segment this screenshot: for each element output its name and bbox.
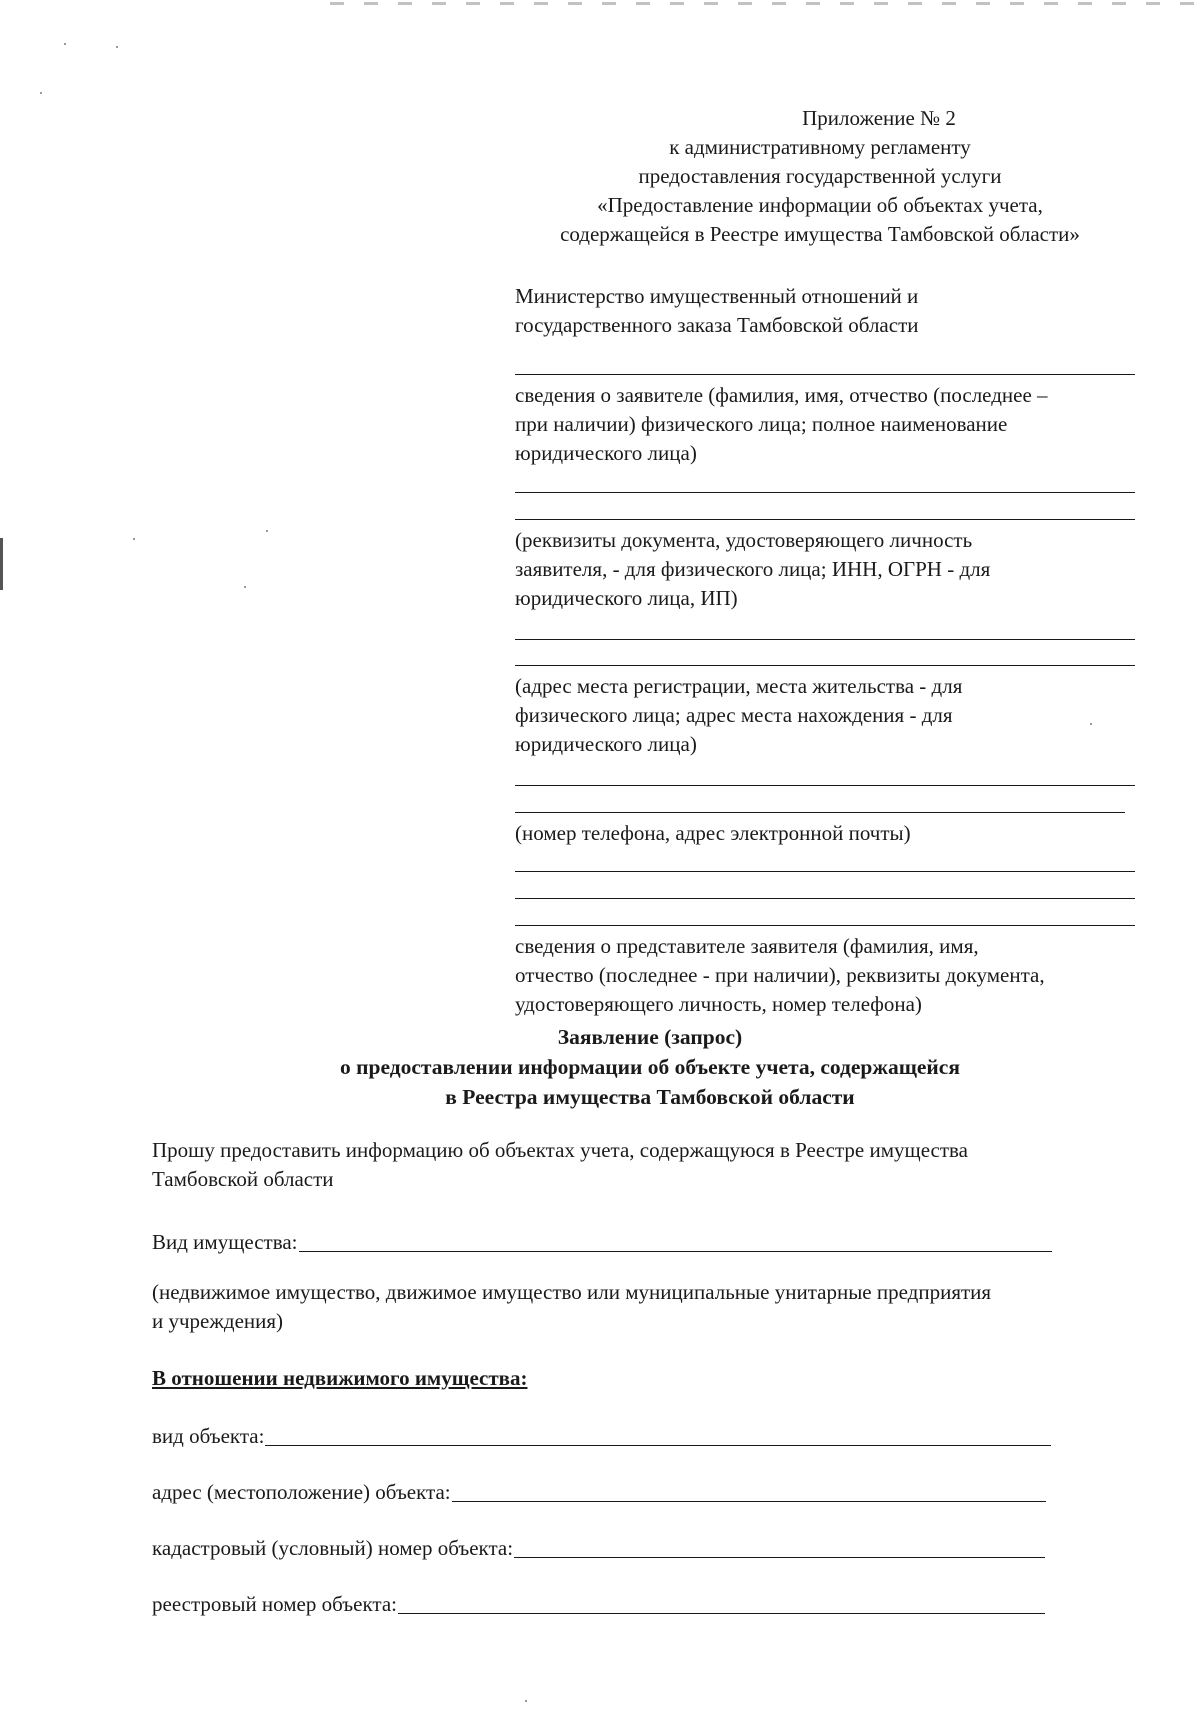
- ministry-name-line: государственного заказа Тамбовской области: [515, 313, 919, 337]
- cadastral-number-field: [152, 1534, 1045, 1563]
- property-type-field: [152, 1228, 1052, 1257]
- appendix-header: [500, 104, 1140, 249]
- applicant-info-line: [515, 374, 1135, 375]
- document-hint-line: (реквизиты документа, удостоверяющего личность: [515, 528, 973, 552]
- property-type-label: Вид имущества:: [152, 1230, 298, 1254]
- scan-speck: [116, 46, 118, 48]
- applicant-hint-line: при наличии) физического лица; полное наименование: [515, 412, 1008, 436]
- representative-hint-line: сведения о представителе заявителя (фамилия, имя,: [515, 934, 979, 958]
- representative-line: [515, 898, 1135, 899]
- appendix-line: Приложение № 2: [802, 106, 956, 130]
- document-details-line: [515, 519, 1135, 520]
- cadastral-number-label: кадастровый (условный) номер объекта:: [152, 1536, 514, 1560]
- title-line: в Реестра имущества Тамбовской области: [445, 1085, 855, 1109]
- appendix-line: содержащейся в Реестре имущества Тамбовской области»: [560, 222, 1080, 246]
- scan-speck: [244, 586, 246, 588]
- representative-hint-line: отчество (последнее - при наличии), реквизиты документа,: [515, 963, 1045, 987]
- appendix-line: «Предоставление информации об объектах учета,: [597, 193, 1043, 217]
- document-title: [0, 1022, 1200, 1112]
- address-hint-line: (адрес места регистрации, места жительства - для: [515, 674, 963, 698]
- appendix-line: предоставления государственной услуги: [638, 164, 1002, 188]
- address-hint-line: физического лица; адрес места нахождения - для: [515, 703, 953, 727]
- title-line: о предоставлении информации об объекте учета, содержащейся: [340, 1055, 960, 1079]
- scan-speck: [525, 1700, 527, 1702]
- scan-speck: [64, 43, 66, 45]
- address-hint-line: юридического лица): [515, 732, 697, 756]
- registry-number-field: [152, 1590, 1045, 1619]
- addressee-block: [515, 282, 1135, 1019]
- contact-line: [515, 785, 1135, 786]
- document-details-line: [515, 492, 1135, 493]
- representative-line: [515, 925, 1135, 926]
- scan-speck: [40, 92, 42, 94]
- object-address-blank[interactable]: [452, 1501, 1046, 1502]
- ministry-name-line: Министерство имущественный отношений и: [515, 284, 919, 308]
- cadastral-number-blank[interactable]: [514, 1557, 1045, 1558]
- appendix-line: к административному регламенту: [669, 135, 971, 159]
- registry-number-blank[interactable]: [398, 1613, 1045, 1614]
- property-type-blank[interactable]: [299, 1251, 1052, 1252]
- registry-number-label: реестровый номер объекта:: [152, 1592, 397, 1616]
- request-line: Тамбовской области: [152, 1167, 334, 1191]
- representative-hint-line: удостоверяющего личность, номер телефона): [515, 992, 922, 1016]
- object-kind-field: [152, 1422, 1051, 1451]
- request-line: Прошу предоставить информацию об объектах учета, содержащуюся в Реестре имущества: [152, 1138, 968, 1162]
- applicant-hint-line: юридического лица): [515, 441, 697, 465]
- scan-artifact-edge-mark: [0, 538, 3, 590]
- object-kind-blank[interactable]: [265, 1445, 1051, 1446]
- scan-speck: [133, 538, 135, 540]
- object-address-field: [152, 1478, 1046, 1507]
- address-line: [515, 639, 1135, 640]
- applicant-hint-line: сведения о заявителе (фамилия, имя, отчество (последнее –: [515, 383, 1048, 407]
- property-type-hint-line: и учреждения): [152, 1309, 284, 1333]
- scan-speck: [266, 530, 268, 532]
- property-type-hint: [152, 1278, 1132, 1336]
- real-estate-heading: В отношении недвижимого имущества:: [152, 1366, 528, 1390]
- contact-hint-line: (номер телефона, адрес электронной почты): [515, 821, 911, 845]
- document-hint-line: заявителя, - для физического лица; ИНН, ОГРН - для: [515, 557, 991, 581]
- title-line: Заявление (запрос): [557, 1025, 743, 1049]
- document-hint-line: юридического лица, ИП): [515, 586, 738, 610]
- scan-artifact-streak: [330, 2, 1200, 5]
- representative-line: [515, 871, 1135, 872]
- object-kind-label: вид объекта:: [152, 1424, 265, 1448]
- property-type-hint-line: (недвижимое имущество, движимое имущество или муниципальные унитарные предприятия: [152, 1280, 992, 1304]
- object-address-label: адрес (местоположение) объекта:: [152, 1480, 451, 1504]
- contact-line: [515, 812, 1125, 813]
- request-paragraph: [152, 1136, 1132, 1194]
- address-line: [515, 665, 1135, 666]
